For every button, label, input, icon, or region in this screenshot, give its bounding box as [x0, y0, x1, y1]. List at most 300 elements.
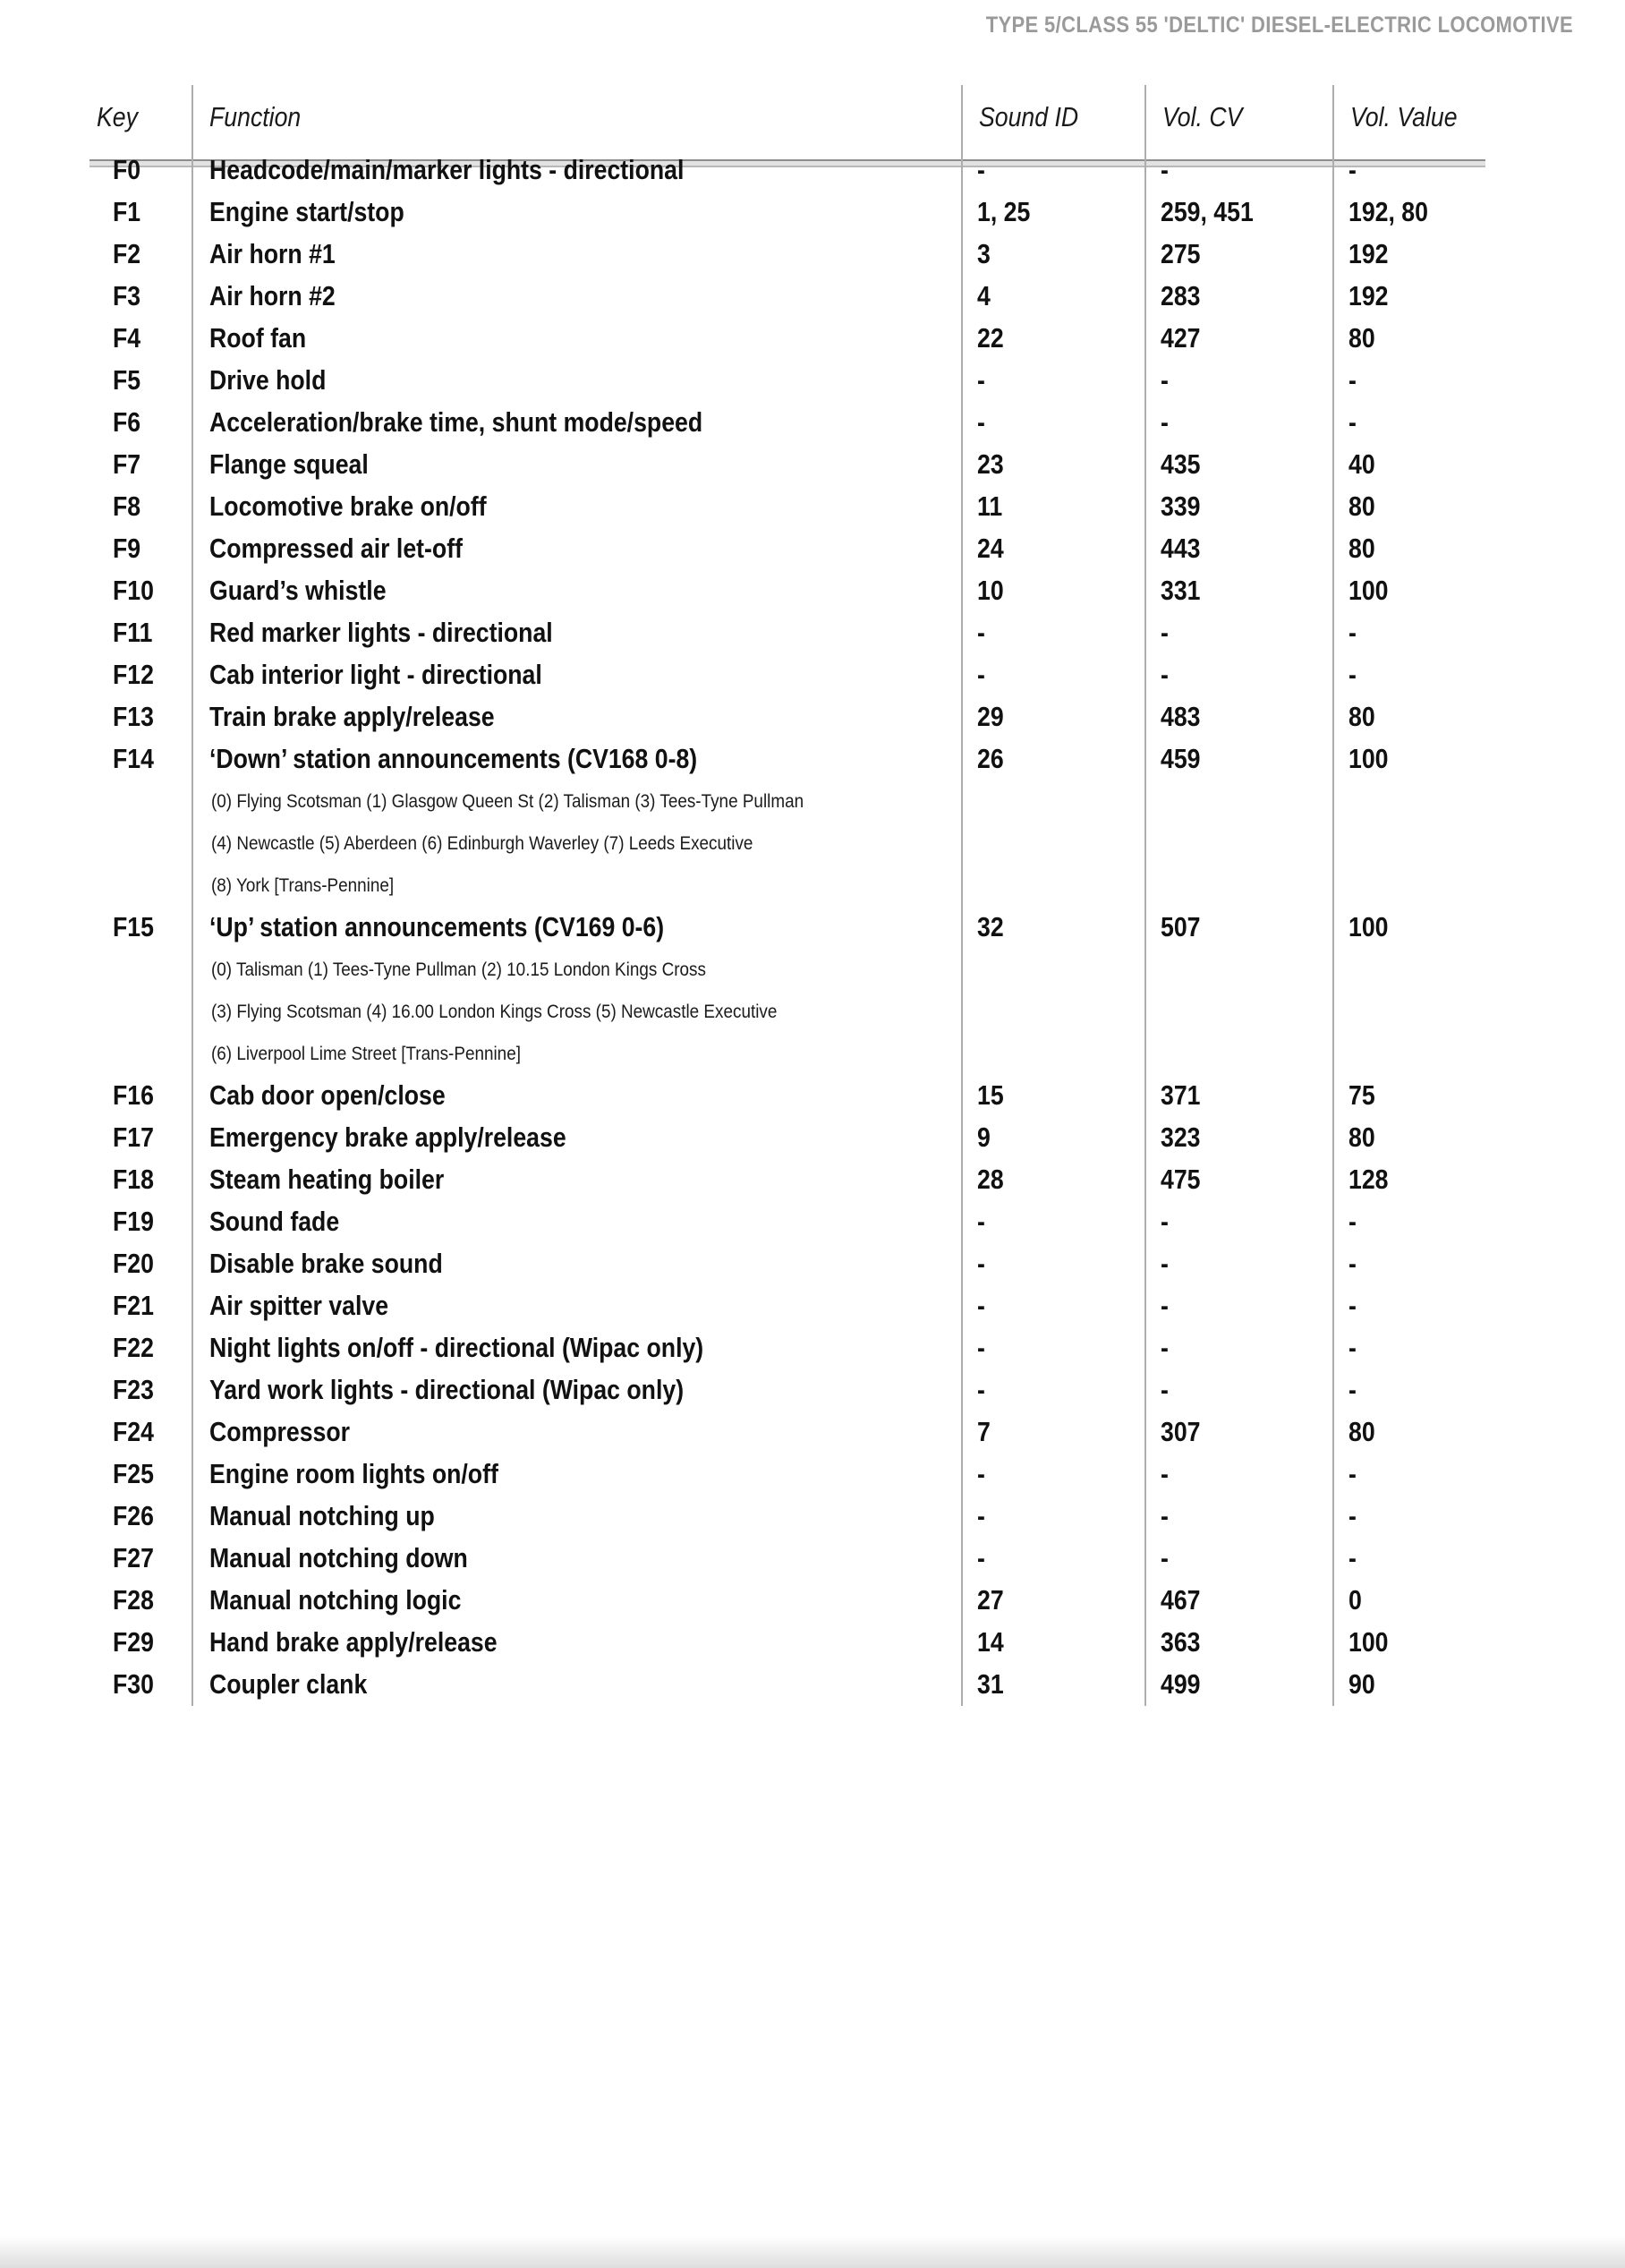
- cell-vol-value-label: 100: [1348, 575, 1389, 607]
- cell-function-label: Sound fade: [209, 1206, 340, 1238]
- cell-key-label: F5: [113, 364, 141, 396]
- column-header-vol-cv: [1145, 85, 1333, 149]
- cell-function: [192, 1369, 962, 1411]
- cell-function: [192, 149, 962, 192]
- cell-key: [89, 360, 192, 402]
- cell-function-label: Manual notching down: [209, 1542, 468, 1574]
- cell-key: [89, 1033, 192, 1075]
- table-header: [89, 85, 1485, 149]
- cell-vol-cv: [1145, 528, 1333, 570]
- cell-sound-id: [962, 1496, 1145, 1538]
- cell-vol-value-label: 100: [1348, 743, 1389, 775]
- cell-sound-id: [962, 654, 1145, 696]
- table-row: [89, 1117, 1485, 1159]
- cell-vol-value-label: -: [1348, 659, 1357, 691]
- cell-function: [192, 1580, 962, 1622]
- cell-function: [192, 1622, 962, 1664]
- cell-vol-value-label: 192: [1348, 238, 1389, 270]
- cell-vol-cv-label: -: [1161, 1458, 1169, 1490]
- cell-vol-value: [1333, 696, 1485, 738]
- cell-key-label: F28: [113, 1584, 154, 1616]
- table-row: [89, 654, 1485, 696]
- cell-key-label: F4: [113, 322, 141, 354]
- cell-sound-id-label: 22: [977, 322, 1004, 354]
- cell-vol-value: [1333, 528, 1485, 570]
- cell-function: [192, 402, 962, 444]
- cell-function: [192, 1496, 962, 1538]
- cell-key-label: F25: [113, 1458, 154, 1490]
- cell-sound-id: [962, 1243, 1145, 1285]
- table-row: [89, 1243, 1485, 1285]
- cell-vol-cv: [1145, 1327, 1333, 1369]
- cell-function-label: Night lights on/off - directional (Wipac only): [209, 1332, 704, 1364]
- cell-function: [192, 1454, 962, 1496]
- table-row: [89, 528, 1485, 570]
- table-row: [89, 1411, 1485, 1454]
- cell-vol-value-label: 80: [1348, 1416, 1375, 1448]
- cell-function-label: (0) Talisman (1) Tees-Tyne Pullman (2) 10.15 London Kings Cross: [211, 959, 706, 980]
- table-body: [89, 149, 1485, 1706]
- cell-key-label: F16: [113, 1079, 154, 1112]
- cell-function: [192, 234, 962, 276]
- cell-function: [192, 1033, 962, 1075]
- cell-sound-id: [962, 1622, 1145, 1664]
- cell-vol-value: [1333, 907, 1485, 949]
- cell-sound-id-label: -: [977, 617, 985, 649]
- page-edge-shadow: [0, 2216, 1625, 2268]
- cell-vol-value-label: -: [1348, 1206, 1357, 1238]
- cell-vol-value: [1333, 1033, 1485, 1075]
- cell-function: [192, 738, 962, 780]
- cell-key-label: F9: [113, 533, 141, 565]
- table-note-row: [89, 823, 1485, 865]
- cell-vol-cv: [1145, 402, 1333, 444]
- cell-vol-value-label: 80: [1348, 533, 1375, 565]
- cell-function: [192, 907, 962, 949]
- cell-vol-value-label: -: [1348, 1248, 1357, 1280]
- cell-function-label: ‘Down’ station announcements (CV168 0-8): [209, 743, 698, 775]
- table-row: [89, 360, 1485, 402]
- cell-key: [89, 949, 192, 991]
- cell-key-label: F8: [113, 490, 141, 523]
- cell-sound-id-label: -: [977, 1248, 985, 1280]
- cell-vol-value: [1333, 1664, 1485, 1706]
- cell-vol-cv: [1145, 907, 1333, 949]
- cell-key: [89, 1664, 192, 1706]
- cell-vol-cv: [1145, 444, 1333, 486]
- column-header-key-label: Key: [97, 101, 138, 132]
- cell-sound-id: [962, 360, 1145, 402]
- cell-key: [89, 907, 192, 949]
- table-row: [89, 318, 1485, 360]
- table-row: [89, 1201, 1485, 1243]
- cell-vol-cv-label: 459: [1161, 743, 1201, 775]
- cell-vol-value: [1333, 949, 1485, 991]
- cell-vol-value-label: -: [1348, 1542, 1357, 1574]
- cell-key-label: F1: [113, 196, 141, 228]
- cell-key: [89, 1411, 192, 1454]
- cell-key: [89, 528, 192, 570]
- cell-function-label: (3) Flying Scotsman (4) 16.00 London Kings Cross (5) Newcastle Executive: [211, 1001, 778, 1022]
- cell-vol-cv: [1145, 318, 1333, 360]
- cell-function: [192, 1117, 962, 1159]
- cell-vol-value: [1333, 991, 1485, 1033]
- cell-sound-id-label: -: [977, 1332, 985, 1364]
- cell-vol-value: [1333, 1622, 1485, 1664]
- cell-function-label: Flange squeal: [209, 448, 369, 481]
- cell-vol-cv: [1145, 654, 1333, 696]
- cell-sound-id-label: -: [977, 1458, 985, 1490]
- cell-vol-cv: [1145, 1243, 1333, 1285]
- cell-function-label: (4) Newcastle (5) Aberdeen (6) Edinburgh Waverley (7) Leeds Executive: [211, 832, 753, 854]
- cell-vol-cv-label: -: [1161, 1500, 1169, 1532]
- cell-function-label: Cab interior light - directional: [209, 659, 542, 691]
- cell-vol-cv-label: 467: [1161, 1584, 1201, 1616]
- cell-key-label: F27: [113, 1542, 154, 1574]
- cell-vol-cv: [1145, 1664, 1333, 1706]
- cell-vol-cv-label: 475: [1161, 1164, 1201, 1196]
- cell-sound-id-label: -: [977, 659, 985, 691]
- cell-function-label: Acceleration/brake time, shunt mode/speed: [209, 406, 703, 439]
- cell-function-label: Guard’s whistle: [209, 575, 387, 607]
- cell-function-label: Compressed air let-off: [209, 533, 463, 565]
- table-row: [89, 1622, 1485, 1664]
- cell-vol-cv: [1145, 865, 1333, 907]
- cell-vol-cv-label: -: [1161, 1332, 1169, 1364]
- cell-vol-cv-label: 499: [1161, 1668, 1201, 1701]
- table-row: [89, 276, 1485, 318]
- cell-key: [89, 1496, 192, 1538]
- cell-sound-id: [962, 192, 1145, 234]
- cell-key: [89, 234, 192, 276]
- cell-vol-value-label: -: [1348, 1500, 1357, 1532]
- cell-sound-id: [962, 1159, 1145, 1201]
- cell-function: [192, 654, 962, 696]
- cell-key: [89, 823, 192, 865]
- cell-vol-cv-label: 275: [1161, 238, 1201, 270]
- cell-vol-cv: [1145, 1159, 1333, 1201]
- column-header-vol-value-label: Vol. Value: [1350, 101, 1458, 132]
- cell-function-label: Engine start/stop: [209, 196, 404, 228]
- cell-key: [89, 991, 192, 1033]
- cell-key-label: F12: [113, 659, 154, 691]
- cell-function-label: Manual notching logic: [209, 1584, 462, 1616]
- cell-sound-id: [962, 1580, 1145, 1622]
- cell-vol-value-label: -: [1348, 154, 1357, 186]
- cell-key: [89, 696, 192, 738]
- cell-vol-cv: [1145, 1117, 1333, 1159]
- cell-vol-value-label: 80: [1348, 322, 1375, 354]
- cell-function-label: Coupler clank: [209, 1668, 368, 1701]
- table-note-row: [89, 949, 1485, 991]
- cell-key: [89, 1075, 192, 1117]
- cell-sound-id: [962, 696, 1145, 738]
- cell-vol-value: [1333, 234, 1485, 276]
- cell-vol-cv: [1145, 149, 1333, 192]
- cell-vol-value: [1333, 654, 1485, 696]
- cell-sound-id: [962, 865, 1145, 907]
- cell-key-label: F21: [113, 1290, 154, 1322]
- cell-sound-id: [962, 949, 1145, 991]
- cell-function-label: Disable brake sound: [209, 1248, 443, 1280]
- cell-vol-value: [1333, 570, 1485, 612]
- cell-key: [89, 1580, 192, 1622]
- table-row: [89, 612, 1485, 654]
- cell-vol-value: [1333, 1201, 1485, 1243]
- cell-sound-id-label: 1, 25: [977, 196, 1031, 228]
- cell-function: [192, 1243, 962, 1285]
- cell-sound-id-label: -: [977, 154, 985, 186]
- table-row: [89, 696, 1485, 738]
- cell-sound-id-label: 29: [977, 701, 1004, 733]
- cell-key: [89, 486, 192, 528]
- cell-vol-cv-label: -: [1161, 1206, 1169, 1238]
- cell-sound-id-label: 24: [977, 533, 1004, 565]
- cell-vol-value: [1333, 780, 1485, 823]
- cell-function: [192, 1075, 962, 1117]
- cell-sound-id-label: -: [977, 1500, 985, 1532]
- cell-key: [89, 780, 192, 823]
- cell-function: [192, 823, 962, 865]
- cell-key: [89, 654, 192, 696]
- cell-key-label: F6: [113, 406, 141, 439]
- cell-vol-value: [1333, 276, 1485, 318]
- cell-vol-value-label: 192: [1348, 280, 1389, 312]
- cell-key: [89, 738, 192, 780]
- cell-sound-id: [962, 402, 1145, 444]
- cell-vol-cv-label: 331: [1161, 575, 1201, 607]
- table-row: [89, 1538, 1485, 1580]
- cell-function: [192, 570, 962, 612]
- cell-sound-id: [962, 780, 1145, 823]
- cell-sound-id: [962, 1369, 1145, 1411]
- cell-sound-id: [962, 1538, 1145, 1580]
- cell-vol-value: [1333, 318, 1485, 360]
- cell-key-label: F7: [113, 448, 141, 481]
- cell-key: [89, 1327, 192, 1369]
- cell-key-label: F2: [113, 238, 141, 270]
- cell-vol-cv-label: 443: [1161, 533, 1201, 565]
- cell-function: [192, 991, 962, 1033]
- cell-key-label: F18: [113, 1164, 154, 1196]
- cell-sound-id: [962, 528, 1145, 570]
- cell-sound-id: [962, 1201, 1145, 1243]
- cell-vol-cv: [1145, 949, 1333, 991]
- cell-function-label: (8) York [Trans-Pennine]: [211, 874, 395, 896]
- cell-vol-cv: [1145, 1496, 1333, 1538]
- cell-vol-value-label: 128: [1348, 1164, 1389, 1196]
- cell-vol-cv-label: -: [1161, 1542, 1169, 1574]
- cell-vol-cv-label: -: [1161, 659, 1169, 691]
- cell-function-label: Emergency brake apply/release: [209, 1121, 566, 1154]
- cell-vol-cv: [1145, 991, 1333, 1033]
- cell-key: [89, 570, 192, 612]
- cell-sound-id-label: 4: [977, 280, 991, 312]
- cell-key: [89, 444, 192, 486]
- table-row: [89, 1159, 1485, 1201]
- table-row: [89, 234, 1485, 276]
- cell-vol-cv: [1145, 823, 1333, 865]
- cell-vol-value: [1333, 1117, 1485, 1159]
- function-mapping-table: [89, 85, 1485, 1706]
- cell-vol-value-label: 75: [1348, 1079, 1375, 1112]
- cell-vol-cv: [1145, 1580, 1333, 1622]
- cell-vol-cv: [1145, 276, 1333, 318]
- cell-vol-cv-label: 307: [1161, 1416, 1201, 1448]
- cell-vol-cv: [1145, 612, 1333, 654]
- cell-key: [89, 865, 192, 907]
- cell-function: [192, 696, 962, 738]
- cell-vol-cv: [1145, 780, 1333, 823]
- cell-key-label: F3: [113, 280, 141, 312]
- cell-function-label: Train brake apply/release: [209, 701, 495, 733]
- cell-vol-cv-label: 435: [1161, 448, 1201, 481]
- cell-key: [89, 612, 192, 654]
- cell-key: [89, 402, 192, 444]
- cell-function-label: Compressor: [209, 1416, 351, 1448]
- cell-vol-value: [1333, 1411, 1485, 1454]
- cell-function-label: Roof fan: [209, 322, 307, 354]
- cell-function-label: Headcode/main/marker lights - directional: [209, 154, 685, 186]
- cell-vol-value: [1333, 1285, 1485, 1327]
- cell-key-label: F30: [113, 1668, 154, 1701]
- cell-vol-cv-label: 483: [1161, 701, 1201, 733]
- table-row: [89, 738, 1485, 780]
- cell-vol-value: [1333, 402, 1485, 444]
- cell-vol-value-label: 100: [1348, 911, 1389, 943]
- table-row: [89, 1285, 1485, 1327]
- cell-sound-id: [962, 1327, 1145, 1369]
- cell-sound-id: [962, 1117, 1145, 1159]
- cell-function-label: Cab door open/close: [209, 1079, 446, 1112]
- cell-function: [192, 360, 962, 402]
- cell-function: [192, 1411, 962, 1454]
- cell-sound-id-label: 3: [977, 238, 991, 270]
- cell-sound-id-label: 11: [977, 490, 1003, 523]
- cell-function: [192, 1159, 962, 1201]
- cell-vol-value: [1333, 1369, 1485, 1411]
- cell-vol-value: [1333, 1159, 1485, 1201]
- cell-vol-cv: [1145, 696, 1333, 738]
- cell-key-label: F17: [113, 1121, 154, 1154]
- cell-function-label: Engine room lights on/off: [209, 1458, 498, 1490]
- cell-function: [192, 865, 962, 907]
- cell-function: [192, 1538, 962, 1580]
- cell-vol-value: [1333, 1538, 1485, 1580]
- cell-key-label: F13: [113, 701, 154, 733]
- cell-vol-value-label: -: [1348, 1290, 1357, 1322]
- cell-key-label: F11: [113, 617, 153, 649]
- cell-sound-id: [962, 486, 1145, 528]
- cell-sound-id: [962, 1454, 1145, 1496]
- cell-function-label: Hand brake apply/release: [209, 1626, 498, 1658]
- cell-function-label: Red marker lights - directional: [209, 617, 553, 649]
- cell-vol-cv-label: -: [1161, 406, 1169, 439]
- cell-key-label: F10: [113, 575, 154, 607]
- column-header-sound-id-label: Sound ID: [979, 101, 1079, 132]
- cell-sound-id: [962, 276, 1145, 318]
- cell-function: [192, 1327, 962, 1369]
- cell-sound-id: [962, 907, 1145, 949]
- cell-sound-id-label: -: [977, 1542, 985, 1574]
- cell-key: [89, 1538, 192, 1580]
- cell-key: [89, 1369, 192, 1411]
- cell-sound-id: [962, 149, 1145, 192]
- cell-vol-cv-label: 507: [1161, 911, 1201, 943]
- cell-sound-id: [962, 1033, 1145, 1075]
- cell-vol-value-label: -: [1348, 1374, 1357, 1406]
- cell-function: [192, 276, 962, 318]
- cell-vol-value: [1333, 360, 1485, 402]
- cell-vol-value: [1333, 612, 1485, 654]
- table-row: [89, 402, 1485, 444]
- cell-key-label: F19: [113, 1206, 154, 1238]
- cell-function-label: Locomotive brake on/off: [209, 490, 487, 523]
- table-row: [89, 1454, 1485, 1496]
- table-note-row: [89, 1033, 1485, 1075]
- cell-function-label: Yard work lights - directional (Wipac only): [209, 1374, 685, 1406]
- cell-vol-value-label: 80: [1348, 1121, 1375, 1154]
- table-row: [89, 444, 1485, 486]
- cell-function-label: Manual notching up: [209, 1500, 435, 1532]
- cell-function: [192, 1285, 962, 1327]
- cell-key: [89, 1201, 192, 1243]
- cell-key: [89, 149, 192, 192]
- cell-sound-id-label: 27: [977, 1584, 1004, 1616]
- cell-vol-cv-label: -: [1161, 154, 1169, 186]
- cell-function-label: (0) Flying Scotsman (1) Glasgow Queen St (2) Talisman (3) Tees-Tyne Pullman: [211, 790, 804, 812]
- cell-vol-value-label: 80: [1348, 490, 1375, 523]
- cell-sound-id-label: 32: [977, 911, 1004, 943]
- column-header-vol-value: [1333, 85, 1485, 149]
- cell-key-label: F14: [113, 743, 154, 775]
- cell-function: [192, 528, 962, 570]
- cell-vol-value: [1333, 738, 1485, 780]
- cell-vol-value-label: -: [1348, 406, 1357, 439]
- cell-sound-id-label: 26: [977, 743, 1004, 775]
- cell-sound-id-label: -: [977, 1374, 985, 1406]
- column-header-sound-id: [962, 85, 1145, 149]
- cell-vol-value: [1333, 823, 1485, 865]
- cell-vol-value-label: -: [1348, 1332, 1357, 1364]
- cell-sound-id-label: -: [977, 1206, 985, 1238]
- cell-sound-id-label: 15: [977, 1079, 1004, 1112]
- column-header-vol-cv-label: Vol. CV: [1162, 101, 1243, 132]
- cell-key: [89, 1285, 192, 1327]
- cell-vol-value: [1333, 486, 1485, 528]
- cell-vol-cv-label: 427: [1161, 322, 1201, 354]
- table-row: [89, 192, 1485, 234]
- cell-sound-id: [962, 1411, 1145, 1454]
- cell-sound-id: [962, 570, 1145, 612]
- cell-key: [89, 1454, 192, 1496]
- cell-sound-id: [962, 1285, 1145, 1327]
- cell-sound-id-label: 28: [977, 1164, 1004, 1196]
- column-header-key: [89, 85, 192, 149]
- cell-vol-value: [1333, 1243, 1485, 1285]
- cell-vol-value: [1333, 444, 1485, 486]
- cell-vol-cv-label: 323: [1161, 1121, 1201, 1154]
- cell-sound-id: [962, 738, 1145, 780]
- cell-vol-value-label: -: [1348, 1458, 1357, 1490]
- cell-vol-cv: [1145, 234, 1333, 276]
- cell-sound-id-label: 10: [977, 575, 1004, 607]
- table-row: [89, 1580, 1485, 1622]
- cell-vol-value-label: -: [1348, 364, 1357, 396]
- cell-vol-value-label: -: [1348, 617, 1357, 649]
- cell-sound-id-label: 14: [977, 1626, 1004, 1658]
- cell-vol-value-label: 192, 80: [1348, 196, 1428, 228]
